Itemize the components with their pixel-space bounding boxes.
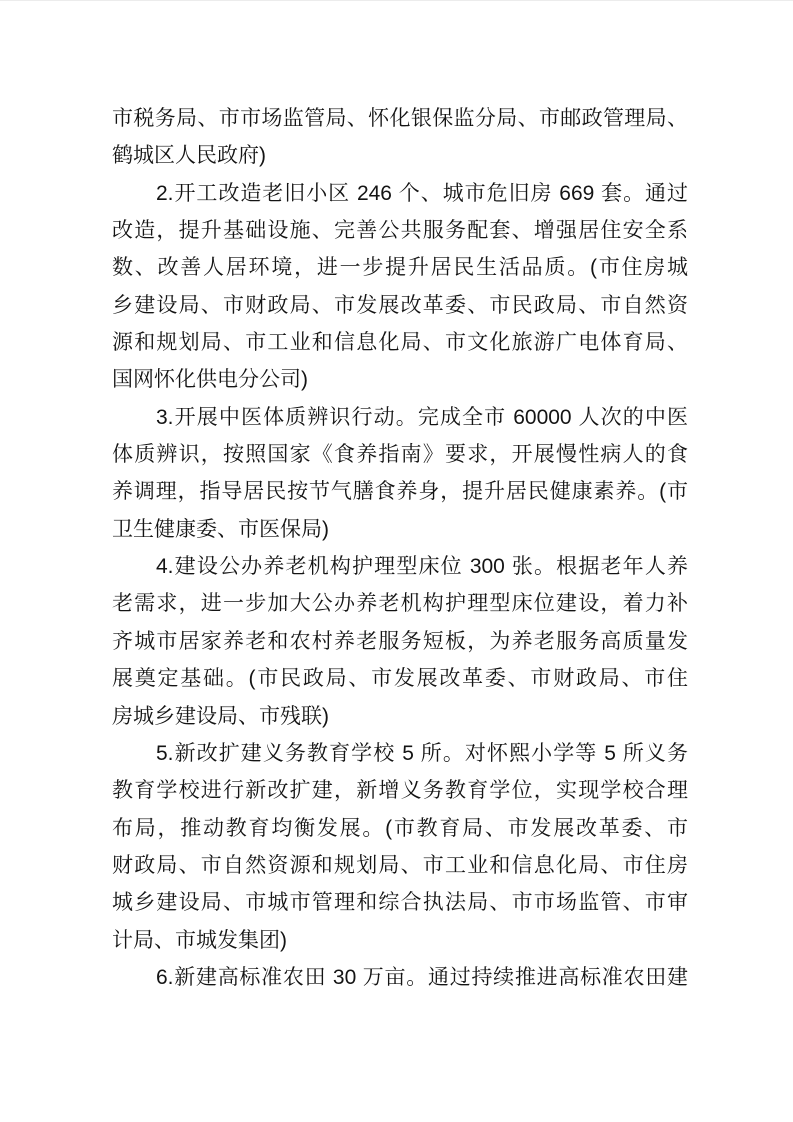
text-line: 改造，提升基础设施、完善公共服务配套、增强居住安全系 [112, 219, 688, 243]
text-line: 养调理，指导居民按节气膳食养身，提升居民健康素养。(市 [112, 480, 688, 504]
text-line: 3.开展中医体质辨识行动。完成全市 60000 人次的中医 [156, 405, 688, 429]
text-line: 国网怀化供电分公司) [112, 368, 308, 392]
text-line: 城乡建设局、市城市管理和综合执法局、市市场监管、市审 [112, 891, 688, 915]
text-line: 计局、市城发集团) [112, 928, 287, 952]
text-line: 齐城市居家养老和农村养老服务短板，为养老服务高质量发 [112, 629, 688, 653]
text-line: 数、改善人居环境，进一步提升居民生活品质。(市住房城 [112, 256, 688, 280]
text-line: 源和规划局、市工业和信息化局、市文化旅游广电体育局、 [112, 331, 688, 355]
text-line: 展奠定基础。(市民政局、市发展改革委、市财政局、市住 [112, 667, 688, 691]
text-line: 5.新改扩建义务教育学校 5 所。对怀熙小学等 5 所义务 [156, 741, 688, 765]
text-line: 6.新建高标准农田 30 万亩。通过持续推进高标准农田建 [156, 965, 688, 989]
text-line: 4.建设公办养老机构护理型床位 300 张。根据老年人养 [156, 555, 688, 579]
text-line: 乡建设局、市财政局、市发展改革委、市民政局、市自然资 [112, 293, 688, 317]
text-line: 2.开工改造老旧小区 246 个、城市危旧房 669 套。通过 [156, 181, 688, 205]
text-line: 市税务局、市市场监管局、怀化银保监分局、市邮政管理局、 [112, 107, 688, 130]
text-line: 体质辨识，按照国家《食养指南》要求，开展慢性病人的食 [112, 443, 688, 467]
text-block [112, 100, 688, 996]
text-line: 老需求，进一步加大公办养老机构护理型床位建设，着力补 [112, 592, 688, 616]
text-line: 鹤城区人民政府) [112, 144, 266, 168]
text-line: 布局，推动教育均衡发展。(市教育局、市发展改革委、市 [112, 816, 688, 840]
text-line: 财政局、市自然资源和规划局、市工业和信息化局、市住房 [112, 853, 688, 877]
text-line: 房城乡建设局、市残联) [112, 704, 329, 728]
text-line: 教育学校进行新改扩建，新增义务教育学位，实现学校合理 [112, 779, 688, 803]
text-line: 卫生健康委、市医保局) [112, 517, 329, 541]
